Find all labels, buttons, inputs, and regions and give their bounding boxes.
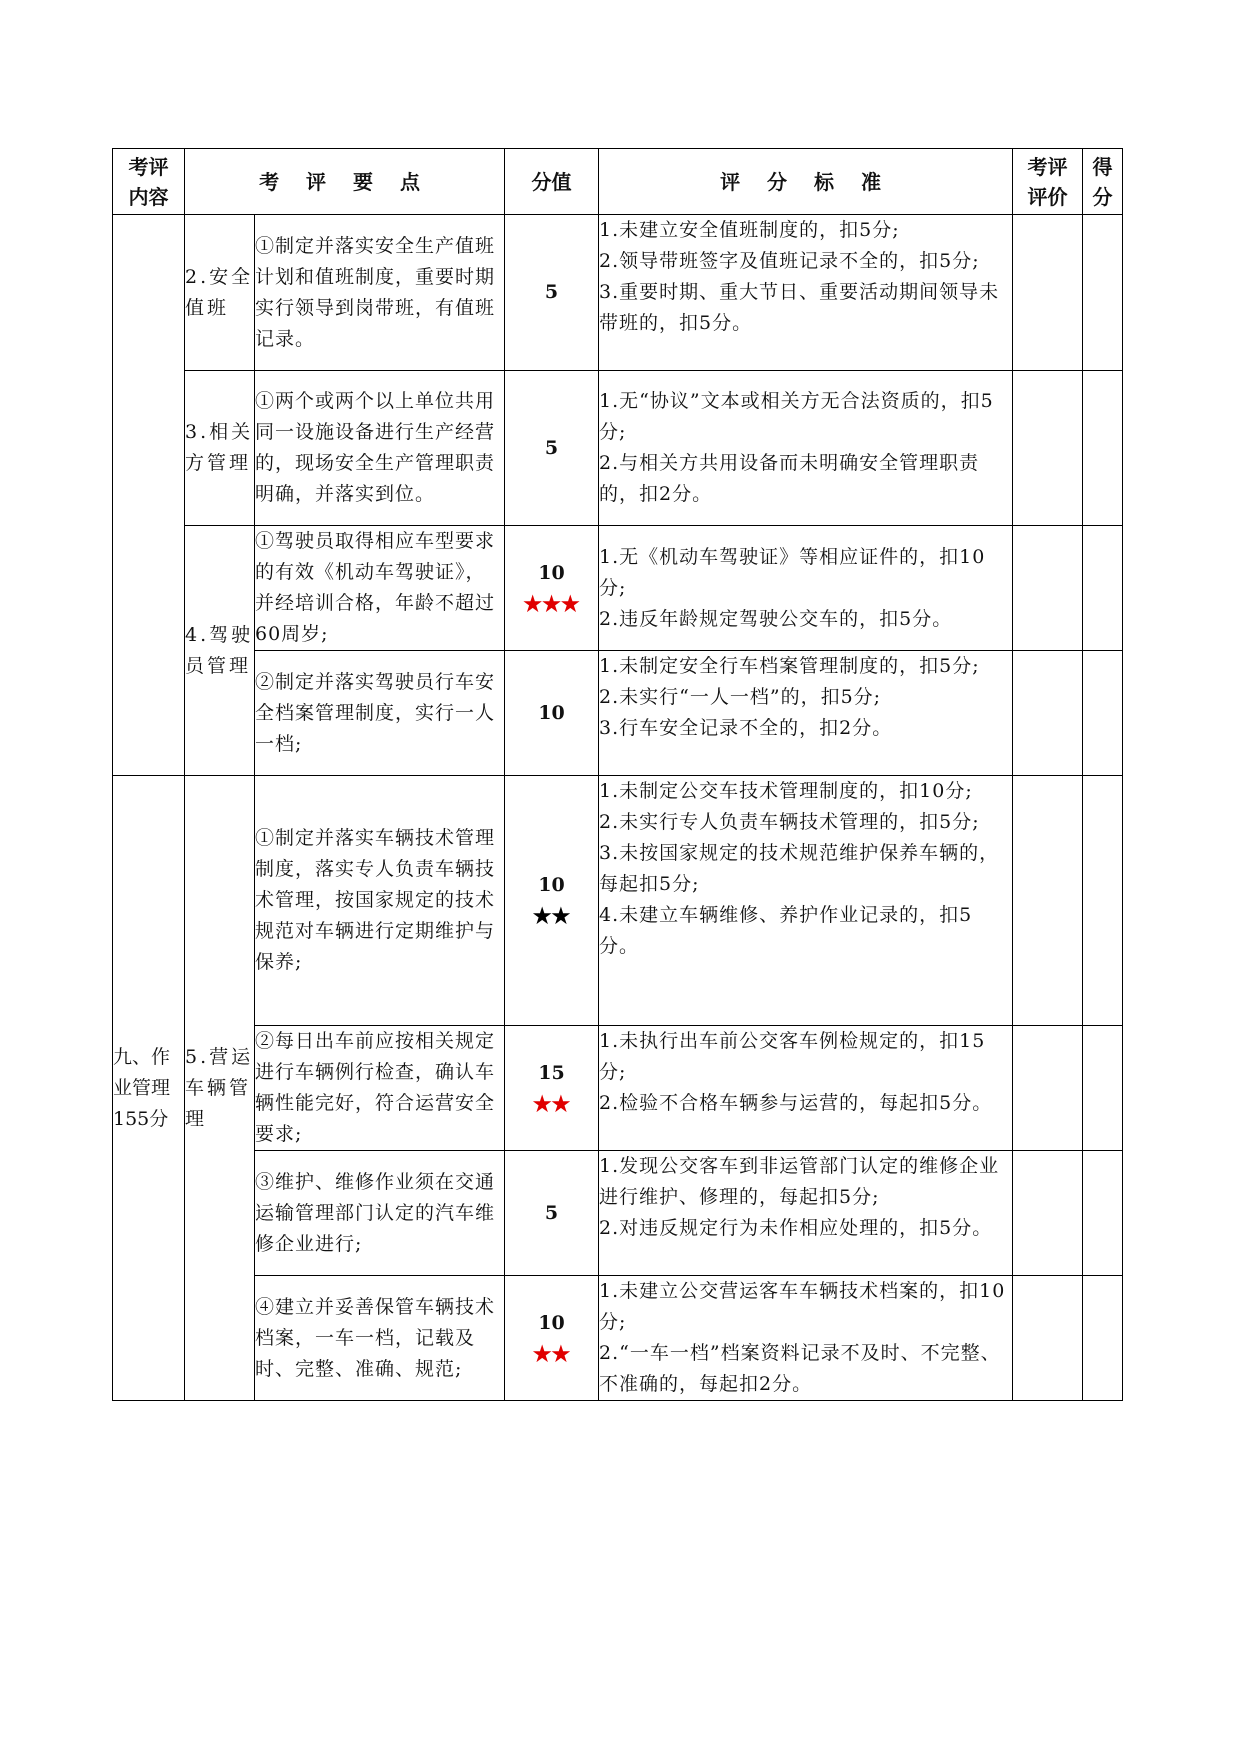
header-criteria: 评 分 标 准 xyxy=(599,149,1013,215)
subcategory-related-party: 3.相关方管理 xyxy=(185,371,255,526)
evaluation-cell xyxy=(1013,1276,1083,1401)
criteria-line: 3.重要时期、重大节日、重要活动期间领导未带班的，扣5分。 xyxy=(599,281,1000,334)
result-cell xyxy=(1083,1276,1123,1401)
table-row xyxy=(113,651,1123,776)
evaluation-cell xyxy=(1013,651,1083,776)
result-cell xyxy=(1083,215,1123,371)
header-evaluation: 考评评价 xyxy=(1013,149,1083,215)
result-cell xyxy=(1083,1151,1123,1276)
assessment-point: ①驾驶员取得相应车型要求的有效《机动车驾驶证》，并经培训合格，年龄不超过60周岁; xyxy=(255,526,505,651)
table-row xyxy=(113,371,1123,526)
table-row xyxy=(113,1151,1123,1276)
criteria-line: 1.发现公交客车到非运管部门认定的维修企业进行维护、修理的，每起扣5分; xyxy=(599,1155,1000,1208)
assessment-point: ③维护、维修作业须在交通运输管理部门认定的汽车维修企业进行; xyxy=(255,1151,505,1276)
evaluation-cell xyxy=(1013,215,1083,371)
score-value: 10 xyxy=(538,561,565,584)
table-row xyxy=(113,1276,1123,1401)
criteria-cell xyxy=(599,371,1013,526)
criteria-line: 2.未实行“一人一档”的，扣5分; xyxy=(599,686,882,708)
assessment-table xyxy=(112,148,1123,1401)
score-value: 10 xyxy=(538,701,565,724)
criteria-line: 3.行车安全记录不全的，扣2分。 xyxy=(599,717,893,739)
category-cell-empty xyxy=(113,215,185,776)
evaluation-cell xyxy=(1013,1151,1083,1276)
criteria-line: 1.未建立公交营运客车车辆技术档案的，扣10分; xyxy=(599,1280,1006,1333)
criteria-line: 2.对违反规定行为未作相应处理的，扣5分。 xyxy=(599,1217,993,1239)
evaluation-cell xyxy=(1013,371,1083,526)
star-rating: ★★★ xyxy=(523,590,580,616)
assessment-point: ①制定并落实车辆技术管理制度，落实专人负责车辆技术管理，按国家规定的技术规范对车辆进行定期维护与保养; xyxy=(255,776,505,1026)
criteria-cell xyxy=(599,215,1013,371)
subcategory-driver: 4.驾驶员管理 xyxy=(185,526,255,776)
score-value: 5 xyxy=(544,1201,559,1224)
result-cell xyxy=(1083,526,1123,651)
score-cell xyxy=(505,651,599,776)
star-rating: ★★ xyxy=(532,1090,571,1116)
score-value: 5 xyxy=(544,436,559,459)
assessment-point: ①制定并落实安全生产值班计划和值班制度，重要时期实行领导到岗带班，有值班记录。 xyxy=(255,215,505,371)
criteria-line: 2.违反年龄规定驾驶公交车的，扣5分。 xyxy=(599,607,953,630)
criteria-line: 1.未制定公交车技术管理制度的，扣10分; xyxy=(599,780,973,802)
criteria-line: 3.未按国家规定的技术规范维护保养车辆的，每起扣5分; xyxy=(599,842,1000,895)
criteria-cell xyxy=(599,526,1013,651)
score-cell xyxy=(505,1276,599,1401)
evaluation-cell xyxy=(1013,526,1083,651)
subcategory-vehicle: 5.营运车辆管理 xyxy=(185,776,255,1401)
score-cell xyxy=(505,776,599,1026)
subcategory-safety-duty: 2.安全值班 xyxy=(185,215,255,371)
criteria-cell xyxy=(599,1151,1013,1276)
result-cell xyxy=(1083,651,1123,776)
header-row xyxy=(113,149,1123,215)
star-rating: ★★ xyxy=(532,1340,571,1366)
criteria-line: 1.未执行出车前公交客车例检规定的，扣15分; xyxy=(599,1030,986,1083)
header-points: 考 评 要 点 xyxy=(185,149,505,215)
assessment-point: ②制定并落实驾驶员行车安全档案管理制度，实行一人一档; xyxy=(255,651,505,776)
criteria-line: 4.未建立车辆维修、养护作业记录的，扣5分。 xyxy=(599,904,973,957)
criteria-line: 1.无“协议”文本或相关方无合法资质的，扣5分; xyxy=(599,390,994,443)
score-cell xyxy=(505,1026,599,1151)
criteria-line: 2.与相关方共用设备而未明确安全管理职责的，扣2分。 xyxy=(599,452,980,505)
score-cell xyxy=(505,526,599,651)
table-row xyxy=(113,215,1123,371)
criteria-cell xyxy=(599,776,1013,1026)
assessment-point: ①两个或两个以上单位共用同一设施设备进行生产经营的，现场安全生产管理职责明确，并落实到位。 xyxy=(255,371,505,526)
table-row xyxy=(113,1026,1123,1151)
result-cell xyxy=(1083,776,1123,1026)
score-value: 5 xyxy=(544,281,559,303)
assessment-point: ②每日出车前应按相关规定进行车辆例行检查，确认车辆性能完好，符合运营安全要求; xyxy=(255,1026,505,1151)
criteria-line: 2.未实行专人负责车辆技术管理的，扣5分; xyxy=(599,811,980,833)
result-cell xyxy=(1083,1026,1123,1151)
header-content: 考评内容 xyxy=(113,149,185,215)
criteria-line: 1.未制定安全行车档案管理制度的，扣5分; xyxy=(599,655,980,677)
criteria-line: 1.未建立安全值班制度的，扣5分; xyxy=(599,219,900,241)
assessment-point: ④建立并妥善保管车辆技术档案，一车一档，记载及时、完整、准确、规范; xyxy=(255,1276,505,1401)
table-row xyxy=(113,526,1123,651)
criteria-line: 1.无《机动车驾驶证》等相应证件的，扣10分; xyxy=(599,545,986,599)
criteria-cell xyxy=(599,1276,1013,1401)
score-value: 10 xyxy=(538,874,565,896)
criteria-line: 2.“一车一档”档案资料记录不及时、不完整、不准确的，每起扣2分。 xyxy=(599,1342,1001,1395)
table-row xyxy=(113,776,1123,1026)
criteria-cell xyxy=(599,1026,1013,1151)
star-rating: ★★ xyxy=(532,903,571,928)
result-cell xyxy=(1083,371,1123,526)
score-value: 15 xyxy=(538,1061,565,1084)
header-result: 得分 xyxy=(1083,149,1123,215)
category-operations-management: 九、作业管理155分 xyxy=(113,776,185,1401)
criteria-line: 2.领导带班签字及值班记录不全的，扣5分; xyxy=(599,250,980,272)
score-cell xyxy=(505,215,599,371)
criteria-line: 2.检验不合格车辆参与运营的，每起扣5分。 xyxy=(599,1092,993,1114)
score-value: 10 xyxy=(538,1311,565,1334)
score-cell xyxy=(505,1151,599,1276)
evaluation-cell xyxy=(1013,1026,1083,1151)
score-cell xyxy=(505,371,599,526)
evaluation-cell xyxy=(1013,776,1083,1026)
header-score: 分值 xyxy=(505,149,599,215)
criteria-cell xyxy=(599,651,1013,776)
